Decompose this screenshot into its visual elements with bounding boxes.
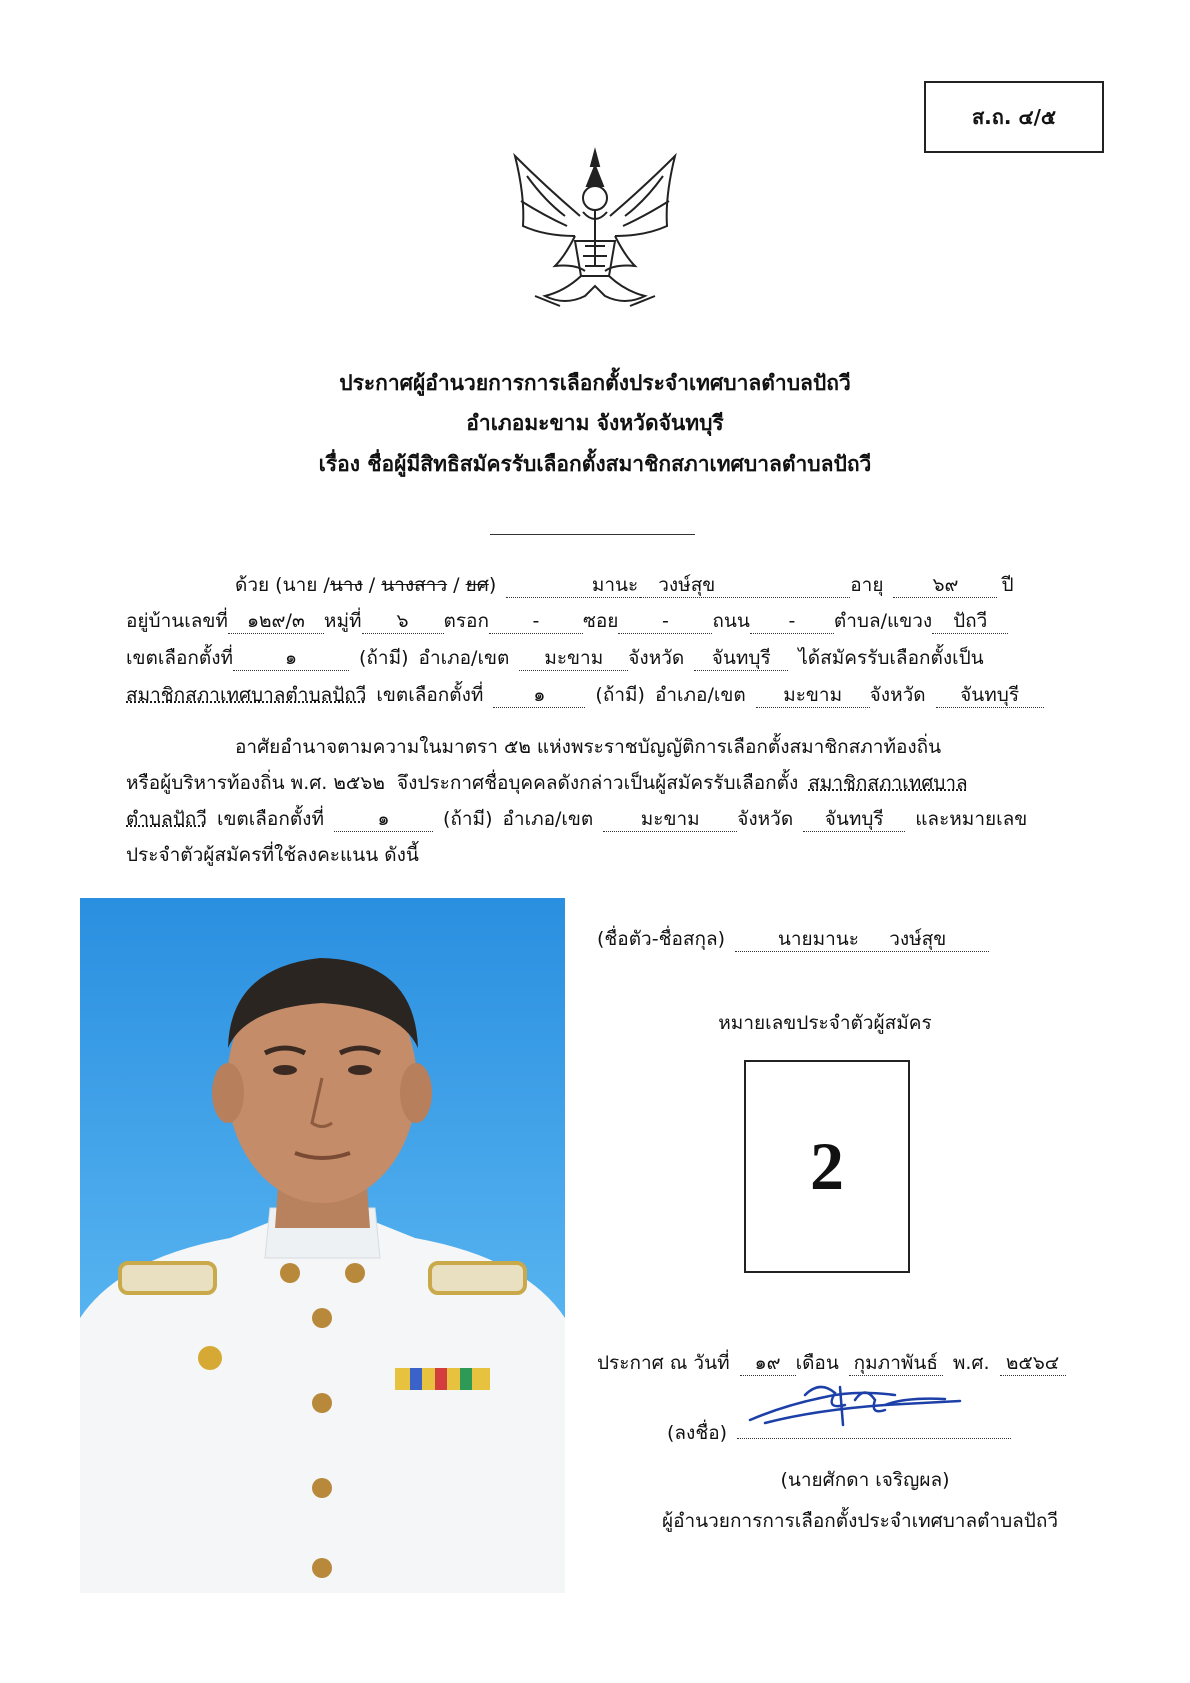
signature-line (737, 1438, 1011, 1439)
title-sep: / (362, 574, 382, 596)
amphoe-label: อำเภอ/เขต (418, 647, 510, 669)
candidate-number-label: หมายเลขประจำตัวผู้สมัคร (718, 1012, 932, 1034)
announcement-day: ๑๙ (740, 1353, 796, 1376)
candidate-name-label: (ชื่อตัว-ชื่อสกุล) (597, 928, 726, 950)
p1-line-3 (126, 643, 984, 673)
title-nang-struck: นาง (329, 574, 363, 596)
road-label: ถนน (712, 610, 750, 632)
district-label: เขตเลือกตั้งที่ (216, 808, 324, 830)
p2-position-field-2: ตำบลปัถวี (126, 808, 207, 830)
p1-line-4 (126, 680, 1044, 710)
moo-label: หมู่ที่ (323, 610, 362, 632)
p2-line-3 (126, 804, 1027, 834)
amphoe-field: มะขาม (519, 648, 628, 671)
applied-text: ได้สมัครรับเลือกตั้งเป็น (798, 647, 984, 669)
form-code-box (924, 81, 1104, 153)
garuda-emblem-icon (505, 146, 685, 316)
candidate-number-box (744, 1060, 910, 1273)
age-field: ๖๙ (893, 575, 997, 598)
trok-field: - (489, 611, 583, 634)
candidate-name-row (597, 924, 989, 954)
signer-name: (นายศักดา เจริญผล) (780, 1469, 950, 1491)
trok-label: ตรอก (443, 610, 489, 632)
province-label: จังหวัด (628, 647, 685, 669)
last-name-field: วงษ์สุข (640, 575, 850, 598)
title-sep: / (447, 574, 466, 596)
province-label: จังหวัด (737, 808, 794, 830)
district-label: เขตเลือกตั้งที่ (376, 684, 484, 706)
title-yot-struck: ยศ (465, 574, 489, 596)
p2-district-field: ๑ (334, 809, 433, 832)
year-label: ปี (1001, 574, 1014, 596)
candidate-number: 2 (810, 1128, 844, 1204)
and-number-text: และหมายเลข (915, 808, 1028, 830)
amphoe-label: อำเภอ/เขต (502, 808, 594, 830)
if-any-label: (ถ้ามี) (595, 684, 645, 706)
p2-amphoe-field: มะขาม (603, 809, 737, 832)
district-label: เขตเลือกตั้งที่ (126, 647, 234, 669)
year-be-label: พ.ศ. (952, 1352, 990, 1374)
p2-line-2 (126, 768, 968, 798)
soi-field: - (618, 611, 712, 634)
house-number-field: ๑๒๙/๓ (228, 611, 324, 634)
p2-text-4: ประจำตัวผู้สมัครที่ใช้ลงคะแนน ดังนี้ (126, 844, 419, 866)
heading-line-1: ประกาศผู้อำนวยการการเลือกตั้งประจำเทศบาลตำบลปัถวี (339, 371, 851, 395)
p1-line-1 (235, 570, 1014, 600)
moo-field: ๖ (362, 611, 444, 634)
p2-position-field: สมาชิกสภาเทศบาล (808, 772, 968, 794)
tambon-field: ปัถวี (932, 611, 1008, 634)
province-field-2: จันทบุรี (936, 685, 1044, 708)
form-code: ส.ถ. ๔/๕ (971, 105, 1057, 129)
house-label: อยู่บ้านเลขที่ (126, 610, 228, 632)
announcement-date-row (597, 1348, 1066, 1378)
announcement-month: กุมภาพันธ์ (849, 1353, 943, 1376)
soi-label: ซอย (582, 610, 619, 632)
amphoe-field-2: มะขาม (756, 685, 870, 708)
signer-title: ผู้อำนวยการการเลือกตั้งประจำเทศบาลตำบลปัถวี (661, 1510, 1059, 1532)
month-label: เดือน (795, 1352, 839, 1374)
title-options-open: ด้วย (นาย / (235, 574, 330, 596)
signature-row (667, 1418, 1011, 1448)
province-label: จังหวัด (869, 684, 926, 706)
p2-text-1: อาศัยอำนาจตามความในมาตรา ๕๒ แห่งพระราชบัญญัติการเลือกตั้งสมาชิกสภาท้องถิ่น (235, 736, 942, 758)
if-any-label: (ถ้ามี) (359, 647, 409, 669)
district-number-field-2: ๑ (493, 685, 585, 708)
announcement-prefix: ประกาศ ณ วันที่ (597, 1352, 730, 1374)
p2-province-field: จันทบุรี (803, 809, 905, 832)
p2-line-1 (235, 732, 941, 762)
title-options-close: ) (488, 574, 497, 596)
tambon-label: ตำบล/แขวง (833, 610, 933, 632)
p2-line-4 (126, 840, 419, 870)
heading-line-2: อำเภอมะขาม จังหวัดจันทบุรี (466, 411, 724, 435)
first-name-field: มานะ (506, 575, 640, 598)
p1-line-2 (126, 606, 1008, 636)
heading-subject: เรื่อง ชื่อผู้มีสิทธิสมัครรับเลือกตั้งสมาชิกสภาเทศบาลตำบลปัถวี (318, 452, 872, 476)
road-field: - (750, 611, 834, 634)
sign-label: (ลงชื่อ) (667, 1422, 728, 1444)
province-field: จันทบุรี (694, 648, 788, 671)
announcement-year: ๒๕๖๔ (1000, 1353, 1066, 1376)
age-label: อายุ (850, 574, 884, 596)
heading-divider (490, 534, 695, 535)
candidate-name-field: นายมานะ วงษ์สุข (735, 929, 989, 952)
if-any-label: (ถ้ามี) (442, 808, 493, 830)
amphoe-label: อำเภอ/เขต (654, 684, 746, 706)
candidate-portrait (80, 898, 565, 1593)
position-field: สมาชิกสภาเทศบาลตำบลปัถวี (126, 684, 367, 706)
district-number-field: ๑ (233, 648, 349, 671)
title-nangsao-struck: นางสาว (381, 574, 448, 596)
p2-text-2: หรือผู้บริหารท้องถิ่น พ.ศ. ๒๕๖๒ จึงประกาศชื่อบุคคลดังกล่าวเป็นผู้สมัครรับเลือกตั้ง (126, 772, 799, 794)
